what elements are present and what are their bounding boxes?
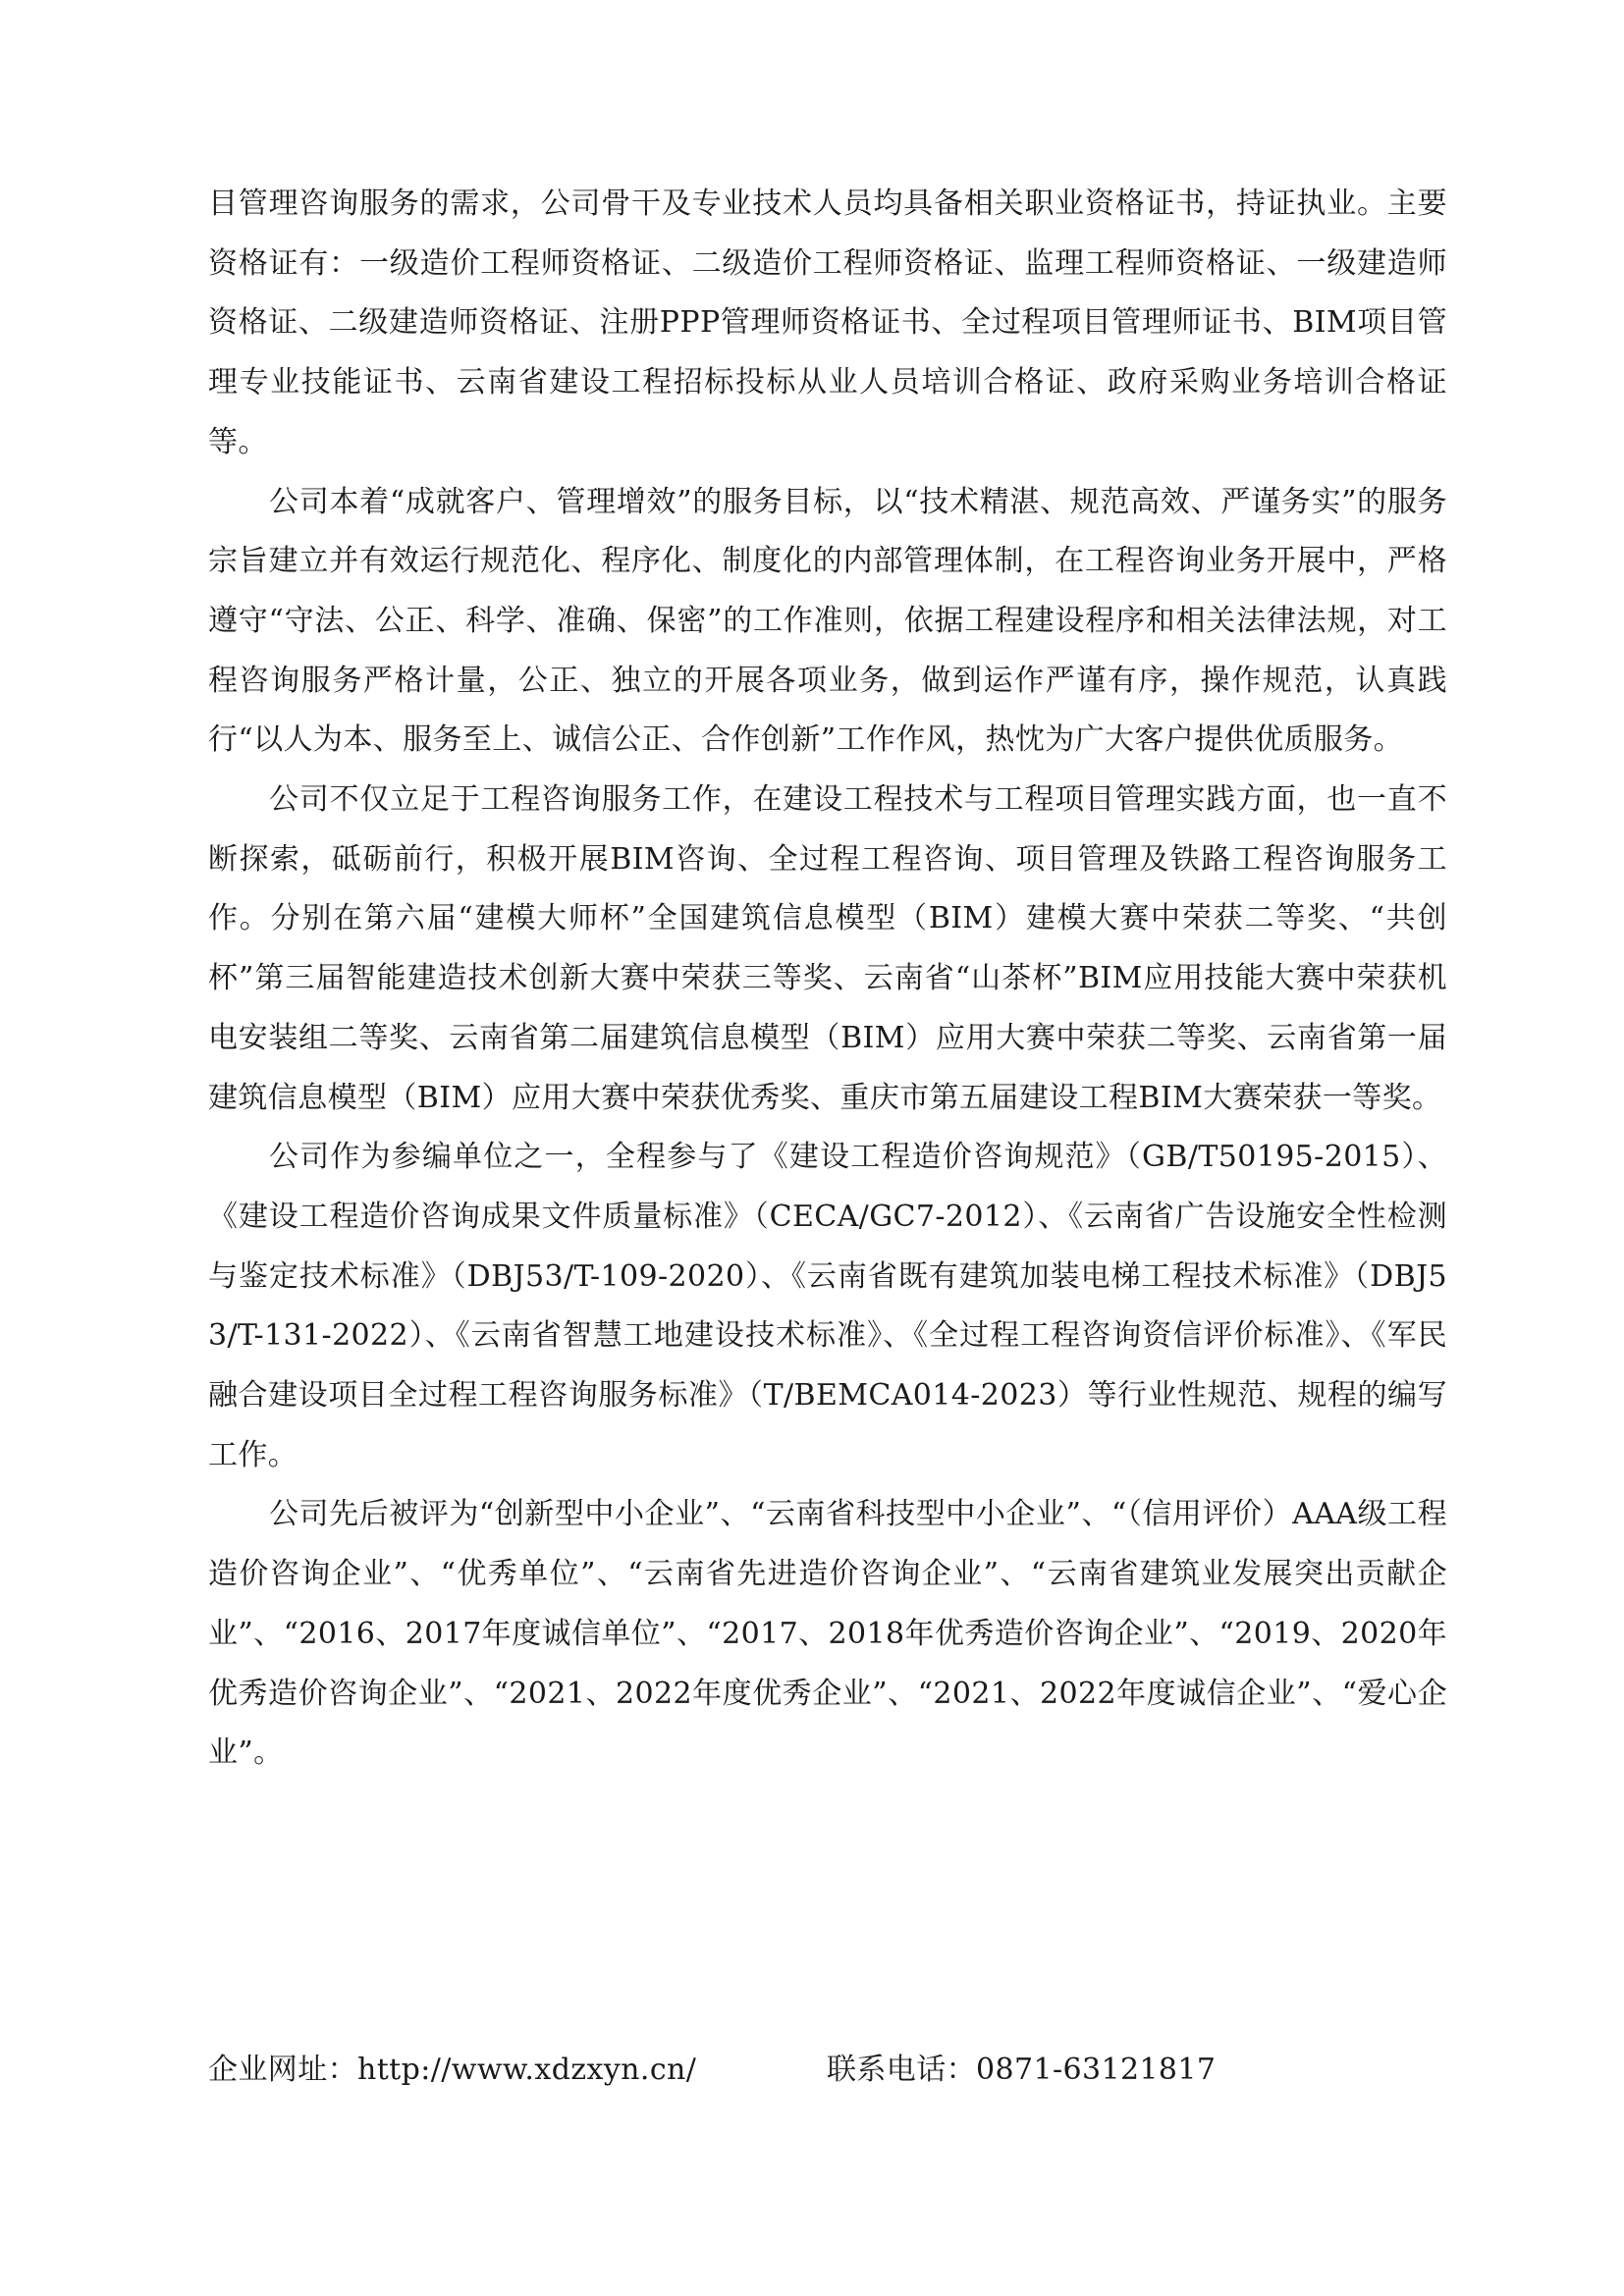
paragraph-honors: 公司先后被评为“创新型中小企业”、“云南省科技型中小企业”、“（信用评价）AAA级工程造价咨询企业”、“优秀单位”、“云南省先进造价咨询企业”、“云南省建筑业发展突出贡献企业”、“2016、2017年度诚信单位”、“2017、2018年优秀造价咨询企业”、“2019、2020年优秀造价咨询企业”、“2021、2022年度优秀企业”、“2021、2022年度诚信企业”、“爱心企业”。 <box>208 1497 1447 1771</box>
contact-footer <box>208 2046 1447 2095</box>
contact-phone: 联系电话：0871-63121817 <box>827 2053 1217 2087</box>
document-body <box>208 175 1447 1784</box>
paragraph-service-philosophy: 公司本着“成就客户、管理增效”的服务目标，以“技术精湛、规范高效、严谨务实”的服务宗旨建立并有效运行规范化、程序化、制度化的内部管理体制，在工程咨询业务开展中，严格遵守“守法、公正、科学、准确、保密”的工作准则，依据工程建设程序和相关法律法规，对工程咨询服务严格计量，公正、独立的开展各项业务，做到运作严谨有序，操作规范，认真践行“以人为本、服务至上、诚信公正、合作创新”工作作风，热忱为广大客户提供优质服务。 <box>208 484 1447 758</box>
paragraph-qualifications: 目管理咨询服务的需求，公司骨干及专业技术人员均具备相关职业资格证书，持证执业。主要资格证有：一级造价工程师资格证、二级造价工程师资格证、监理工程师资格证、一级建造师资格证、二级建造师资格证、注册PPP管理师资格证书、全过程项目管理师证书、BIM项目管理专业技能证书、云南省建设工程招标投标从业人员培训合格证、政府采购业务培训合格证等。 <box>208 187 1447 459</box>
paragraph-standards: 公司作为参编单位之一，全程参与了《建设工程造价咨询规范》（GB/T50195-2015）、《建设工程造价咨询成果文件质量标准》（CECA/GC7-2012）、《云南省广告设施安全性检测与鉴定技术标准》（DBJ53/T-109-2020）、《云南省既有建筑加装电梯工程技术标准》（DBJ53/T-131-2022）、《云南省智慧工地建设技术标准》、《全过程工程咨询资信评价标准》、《军民融合建设项目全过程工程咨询服务标准》（T/BEMCA014-2023）等行业性规范、规程的编写工作。 <box>208 1140 1447 1472</box>
company-website: 企业网址：http://www.xdzxyn.cn/ <box>208 2053 697 2087</box>
paragraph-bim-awards: 公司不仅立足于工程咨询服务工作，在建设工程技术与工程项目管理实践方面，也一直不断探索，砥砺前行，积极开展BIM咨询、全过程工程咨询、项目管理及铁路工程咨询服务工作。分别在第六届“建模大师杯”全国建筑信息模型（BIM）建模大赛中荣获二等奖、“共创杯”第三届智能建造技术创新大赛中荣获三等奖、云南省“山茶杯”BIM应用技能大赛中荣获机电安装组二等奖、云南省第二届建筑信息模型（BIM）应用大赛中荣获二等奖、云南省第一届建筑信息模型（BIM）应用大赛中荣获优秀奖、重庆市第五届建设工程BIM大赛荣获一等奖。 <box>208 782 1447 1115</box>
